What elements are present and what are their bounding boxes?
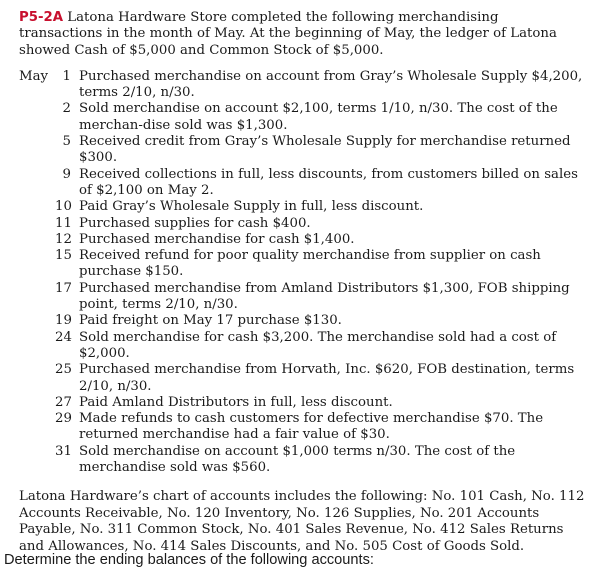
- problem-intro: [19, 10, 585, 59]
- transaction-day: 1: [62, 68, 71, 84]
- transaction-row: [19, 313, 585, 329]
- transaction-text: Received credit from Gray’s Wholesale Supply for merchandise returned $300.: [79, 134, 571, 166]
- transaction-day: 27: [55, 394, 72, 410]
- problem-intro-text: Latona Hardware Store completed the following merchandising transactions in the month of May. At the beginning of May, the ledger of Latona showed Cash of $5,000 and Common Stock of $5,000.: [19, 10, 557, 58]
- transaction-row: [19, 281, 585, 314]
- transaction-day: 5: [62, 134, 71, 150]
- transaction-row: [19, 167, 585, 200]
- transaction-text: Purchased merchandise from Amland Distributors $1,300, FOB shipping point, terms 2/10, n/30.: [79, 280, 570, 313]
- transaction-day: 29: [55, 411, 72, 427]
- transaction-day: 25: [55, 362, 72, 378]
- transaction-day: 15: [55, 248, 72, 264]
- transaction-text: Paid freight on May 17 purchase $130.: [79, 313, 342, 329]
- transaction-row: [19, 69, 585, 102]
- problem-id: P5-2A: [19, 10, 64, 25]
- transaction-row: [19, 101, 585, 134]
- transaction-day: 12: [55, 231, 72, 247]
- transaction-row: [19, 411, 585, 444]
- transaction-text: Purchased merchandise on account from Gray’s Wholesale Supply $4,200, terms 2/10, n/30.: [79, 68, 583, 101]
- transaction-day: 2: [62, 101, 71, 117]
- transaction-text: Sold merchandise for cash $3,200. The merchandise sold had a cost of $2,000.: [79, 329, 557, 361]
- transaction-text: Received collections in full, less discounts, from customers billed on sales of $2,100 on May 2.: [79, 166, 578, 198]
- transaction-list: [19, 69, 585, 476]
- transaction-row: [19, 232, 585, 248]
- transaction-text: Paid Gray’s Wholesale Supply in full, less discount.: [79, 199, 424, 215]
- transaction-day: 19: [55, 313, 72, 329]
- transaction-day: 24: [55, 329, 72, 345]
- transaction-text: Received refund for poor quality merchandise from supplier on cash purchase $150.: [79, 248, 541, 280]
- transaction-day: 31: [55, 443, 72, 459]
- transaction-row: [19, 362, 585, 395]
- transaction-day: 11: [55, 215, 72, 231]
- chart-of-accounts: Latona Hardware’s chart of accounts includes the following: No. 101 Cash, No. 112 Accounts Receivable, No. 120 Inventory, No. 126 Supplies, No. 201 Accounts Payable, No. 311 Common Stock, No. 401 Sales Revenue, No. 412 Sales Returns and Allowances, No. 414 Sales Discounts, and No. 505 Cost of Goods Sold.: [19, 489, 585, 554]
- transaction-text: Purchased supplies for cash $400.: [79, 215, 311, 231]
- transaction-day: 17: [55, 280, 72, 296]
- transaction-row: [19, 248, 585, 281]
- transaction-row: [19, 395, 585, 411]
- transaction-day: 9: [62, 166, 71, 182]
- transaction-row: [19, 444, 585, 477]
- transaction-day: 10: [55, 199, 72, 215]
- transaction-text: Made refunds to cash customers for defective merchandise $70. The returned merchandise had a fair value of $30.: [79, 411, 544, 443]
- transaction-text: Purchased merchandise for cash $1,400.: [79, 231, 355, 247]
- transaction-row: [19, 216, 585, 232]
- transaction-text: Paid Amland Distributors in full, less discount.: [79, 394, 393, 410]
- transaction-row: [19, 330, 585, 363]
- transaction-row: [19, 134, 585, 167]
- transaction-row: [19, 199, 585, 215]
- problem-document: [19, 10, 585, 555]
- transaction-text: Purchased merchandise from Horvath, Inc. $620, FOB destination, terms 2/10, n/30.: [79, 362, 575, 394]
- transaction-month: May: [19, 68, 49, 84]
- transaction-text: Sold merchandise on account $2,100, terms 1/10, n/30. The cost of the merchan-dise sold was $1,300.: [79, 101, 558, 133]
- question-prompt: Determine the ending balances of the following accounts:: [4, 552, 374, 568]
- transaction-text: Sold merchandise on account $1,000 terms n/30. The cost of the merchandise sold was $560.: [79, 443, 516, 476]
